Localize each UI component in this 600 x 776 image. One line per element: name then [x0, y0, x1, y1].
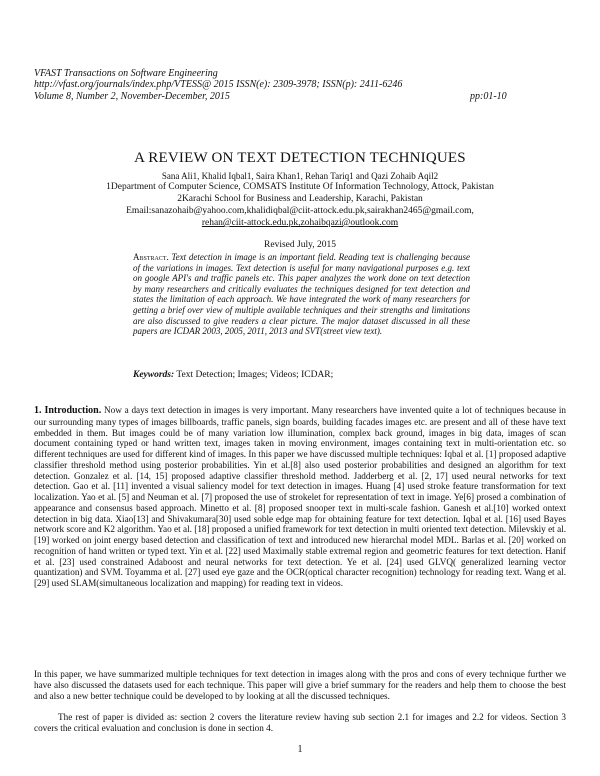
keywords-label: Keywords:: [133, 370, 175, 380]
page-range: pp:01-10: [470, 91, 507, 102]
author-list: Sana Ali1, Khalid Iqbal1, Saira Khan1, Rehan Tariq1 and Qazi Zohaib Aqil2: [161, 171, 439, 181]
keywords: [133, 370, 470, 380]
affiliation-1: 1Department of Computer Science, COMSATS Institute Of Information Technology, Attock, Pakistan: [106, 182, 494, 192]
section-heading: 1. Introduction.: [34, 405, 102, 416]
intro-text-1: Now a days text detection in images is very important. Many researchers have invented quite a lot of techniques because in our surrounding many types of images billboards, traffic panels, sign boards, building facades images etc. are present and all of these have text embedded in them. But images could be of many variation low illumination, complex back ground, images in big data, images of scan document containing typed or hand written text, images taken in moving environment, images containing text in multi-orientation etc. so different techniques are used for different kind of images. In this paper we have discussed multiple techniques: Iqbal et al. [1] proposed adaptive classifier threshold method using posterior probabilities. Yin et al.[8] also used posterior probabilities and designed an algorithm for text detection. Gonzalez et al. [14, 15] proposed adaptive classifier threshold method. Jadderberg et al. [2, 17] used neural networks for text detection. Gao et al. [11] invented a visual saliency model for text detection in images. Huang [4] used stroke feature transformation for text localization. Yao et al. [5] and Neuman et al. [7] proposed the use of strokelet for representation of text in image. Ye[6] prosed a combination of appearance and consensus based approach. Minetto et al. [8] proposed snooper text in multi-scale fashion. Ganesh et al.[10] worked ontext detection in big data. Xiao[13] and Shivakumara[30] used soble edge map for obtaining feature for text detection. Iqbal et al. [16] used Bayes network score and K2 algorithm. Yao et al. [18] proposed a unified framework for text detection in multi oriented text detection. Milevskiy et al. [19] worked on joint energy based detection and classification of text and introduced new hierarchal model MDL. Barlas et al. [20] worked on recognition of hand written or typed text. Yin et al. [22] used Maximally stable extremal region and geometric features for text detection. Hanif et al. [23] used constrained Adaboost and neural networks for text detection. Ye et al. [24] used GLVQ( generalized learning vector quantization) and SVM. Toyamma et al. [27] used eye gaze and the OCR(optical character recognition) technology for reading text. Wang et al. [29] used SLAM(simultaneous localization and mapping) for reading text in videos.: [34, 405, 566, 588]
introduction-paragraph-1: [34, 405, 566, 589]
author-emails-link[interactable]: rehan@ciit-attock.edu.pk,zohaibqazi@outlook.com: [201, 218, 399, 228]
paper-title: A REVIEW ON TEXT DETECTION TECHNIQUES: [134, 150, 466, 166]
abstract-text: Text detection in image is an important field. Reading text is challenging because of the variations in images. Text detection is useful for many navigational purposes e.g. text on google API's and traffic panels etc. This paper analyzes the work done on text detection by many researchers and critically evaluates the techniques designed for text detection and states the limitation of each approach. We have integrated the work of many researchers for getting a brief over view of multiple available techniques and their strengths and limitations are also discussed to give readers a clear picture. The major dataset discussed in all these papers are ICDAR 2003, 2005, 2011, 2013 and SVT(street view text).: [133, 252, 471, 337]
revised-date: Revised July, 2015: [264, 240, 336, 250]
introduction-paragraph-3: The rest of paper is divided as: section 2 covers the literature review having sub section 2.1 for images and 2.2 for videos. Section 3 covers the critical evaluation and conclusion is done in section 4.: [34, 712, 566, 733]
volume-info: Volume 8, Number 2, November-December, 2015: [34, 91, 230, 102]
keywords-text: Text Detection; Images; Videos; ICDAR;: [176, 370, 334, 380]
author-emails: Email:sanazohaib@yahoo.com,khalidiqbal@ciit-attock.edu.pk,sairakhan2465@gmail.com,: [126, 206, 474, 216]
affiliation-2: 2Karachi School for Business and Leadership, Karachi, Pakistan: [177, 194, 423, 204]
introduction-paragraph-2: In this paper, we have summarized multiple techniques for text detection in images along with the pros and cons of every technique further we have also discussed the datasets used for each technique. This paper will give a brief summary for the readers and help them to choose the best and also a new better technique could be developed to by looking at all the discussed techniques.: [34, 669, 566, 701]
abstract: [133, 252, 470, 337]
page-number: 1: [297, 744, 303, 755]
abstract-label: Abstract.: [133, 252, 169, 262]
journal-url-issn: http://vfast.org/journals/index.php/VTESS@ 2015 ISSN(e): 2309-3978; ISSN(p): 2411-6246: [34, 79, 403, 90]
journal-name: VFAST Transactions on Software Engineering: [34, 68, 218, 79]
